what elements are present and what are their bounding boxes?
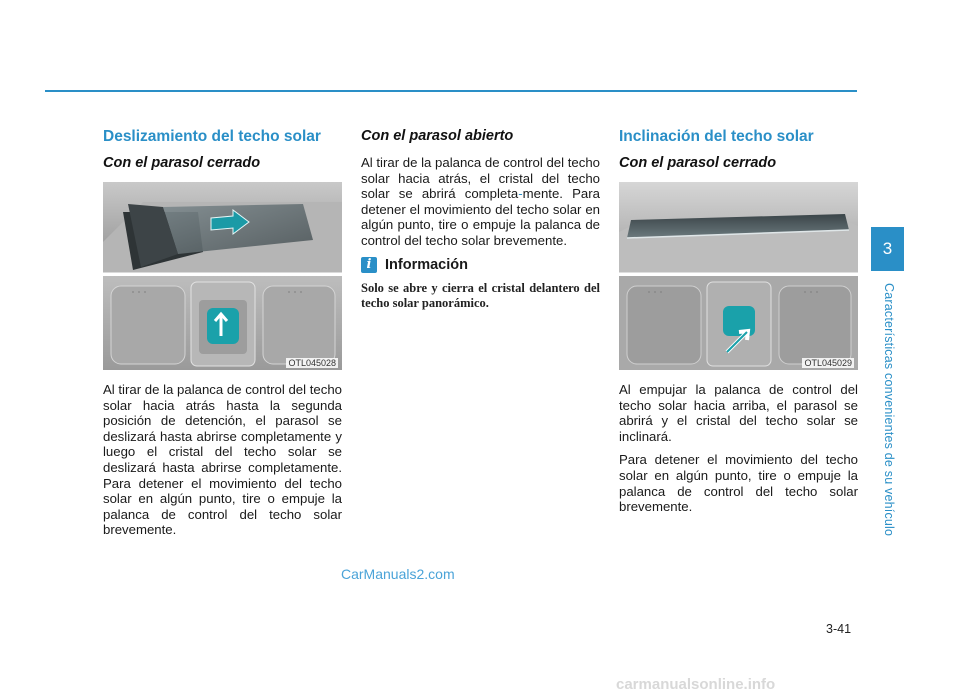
- subheading-sunshade-closed: Con el parasol cerrado: [103, 155, 261, 171]
- paragraph-tilt-2: Para detener el movimiento del techo solar en algún punto, tire o empuje la palanca de control del techo solar brevemente.: [619, 452, 858, 515]
- chapter-tab: [871, 227, 904, 271]
- figure-code: OTL045028: [288, 358, 336, 368]
- hyphen-mark: -: [518, 186, 523, 202]
- figure-sunroof-slide: [103, 182, 342, 370]
- top-rule: [45, 90, 857, 92]
- sunroof-slide-illustration: [103, 182, 342, 370]
- info-header: [361, 257, 600, 273]
- paragraph-sliding: Al tirar de la palanca de control del techo solar hacia atrás hasta la segunda posición de detención, el parasol se deslizará hasta abrirse completamente y luego el cristal del techo solar se deslizará hasta abrirse completamente. Para detener el movimiento del techo solar en algún punto, tire o empuje la palanca de control del techo solar brevemente.: [103, 382, 342, 538]
- paragraph-tilt-1: Al empujar la palanca de control del techo solar hacia arriba, el parasol se abrirá y el cristal del techo solar se inclinará.: [619, 382, 858, 444]
- paragraph-part-2: mente. Para detener el movimiento del techo solar en algún punto, tire o empuje la palanca de control del techo solar brevemente.: [361, 186, 600, 248]
- watermark-footer: carmanualsonline.info: [616, 676, 776, 693]
- sunroof-tilt-illustration: [619, 182, 858, 370]
- page-number: 3-41: [826, 622, 852, 636]
- subheading-sunshade-open: Con el parasol abierto: [361, 128, 514, 144]
- column-sliding: [103, 128, 342, 546]
- paragraph-part-1: Al tirar de la palanca de control del techo solar hacia atrás, el cristal del techo solar se abrirá completa: [361, 155, 600, 202]
- chapter-title: Características convenientes de su vehículo: [882, 283, 896, 537]
- control-lever-icon: [207, 308, 239, 344]
- column-sunshade-open: [361, 128, 600, 311]
- chapter-number: 3: [882, 239, 893, 258]
- watermark-link[interactable]: CarManuals2.com: [341, 566, 455, 582]
- figure-sunroof-tilt: [619, 182, 858, 370]
- info-title: Información: [385, 256, 468, 273]
- info-text: Solo se abre y cierra el cristal delantero del techo solar panorámico.: [361, 280, 600, 310]
- section-heading-sliding: Deslizamiento del techo solar: [103, 128, 321, 145]
- subheading-tilt-sunshade-closed: Con el parasol cerrado: [619, 155, 777, 171]
- column-tilt: [619, 128, 858, 523]
- figure-code: OTL045029: [804, 358, 852, 368]
- section-heading-tilt: Inclinación del techo solar: [619, 128, 814, 145]
- info-icon: i: [361, 257, 377, 273]
- paragraph-sunshade-open: [361, 155, 600, 249]
